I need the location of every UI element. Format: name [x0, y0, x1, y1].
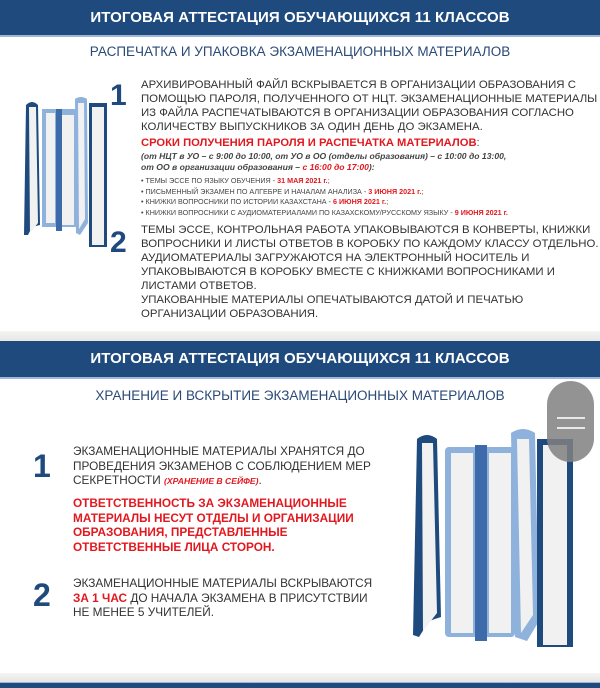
next-slide-banner-edge: [0, 682, 600, 688]
bullet-item: • КНИЖКИ ВОПРОСНИКИ С АУДИОМАТЕРИАЛАМИ ПО КАЗАХСКОМУ/РУССКОМУ ЯЗЫКУ - 9 ИЮНЯ 2021 г.: [141, 207, 508, 217]
slide2-banner: [0, 341, 600, 379]
deadline-heading-text: СРОКИ ПОЛУЧЕНИЯ ПАРОЛЯ И РАСПЕЧАТКА МАТЕРИАЛОВ: [141, 137, 477, 149]
books-icon: [413, 429, 573, 647]
slide1-subtitle: РАСПЕЧАТКА И УПАКОВКА ЭКЗАМЕНАЦИОННЫХ МАТЕРИАЛОВ: [89, 44, 511, 59]
slide1-step1-text: [141, 78, 597, 134]
schedule-line2: от ОО в организации образования – с 16:00 до 17:00):: [141, 162, 375, 172]
slide-separator: [0, 331, 600, 341]
slide2-banner-title: ИТОГОВАЯ АТТЕСТАЦИЯ ОБУЧАЮЩИХСЯ 11 КЛАССОВ: [90, 350, 510, 367]
warning-line: ОТВЕТСТВЕННЫЕ ЛИЦА СТОРОН.: [73, 539, 275, 554]
slide1-step2-number: 2: [110, 226, 127, 259]
slide2-step2-number: 2: [33, 577, 51, 613]
books-icon: [24, 97, 107, 247]
warning-line: МАТЕРИАЛЫ НЕСУТ ОТДЕЛЫ И ОРГАНИЗАЦИИ: [73, 510, 354, 525]
books-illustration: [20, 95, 110, 255]
step1-line: ЭКЗАМЕНАЦИОННЫЕ МАТЕРИАЛЫ ХРАНЯТСЯ ДО: [73, 444, 365, 458]
step1-line: СЕКРЕТНОСТИ (ХРАНЕНИЕ В СЕЙФЕ).: [73, 473, 262, 488]
step2-line: ЗА 1 ЧАС ДО НАЧАЛА ЭКЗАМЕНА В ПРИСУТСТВИИ: [73, 590, 368, 605]
slide1-banner: [0, 0, 600, 37]
step1-line: КОЛИЧЕСТВУ ВЫПУСКНИКОВ ЗА ОДИН ДЕНЬ ДО ЭКЗАМЕНА.: [141, 121, 483, 133]
responsibility-warning: [73, 496, 354, 554]
deadline-bullets: [141, 176, 508, 218]
step1-line: АРХИВИРОВАННЫЙ ФАЙЛ ВСКРЫВАЕТСЯ В ОРГАНИЗАЦИИ ОБРАЗОВАНИЯ С: [141, 79, 576, 91]
handle-grip-line: [557, 417, 585, 419]
slide1-step2-text: [141, 223, 599, 321]
step1-line: ИЗ ФАЙЛА РАСПЕЧАТЫВАЮТСЯ В ОРГАНИЗАЦИИ ОБРАЗОВАНИЯ СОГЛАСНО: [141, 107, 574, 119]
step2-line: ЛИСТАМИ ОТВЕТОВ.: [141, 280, 257, 292]
scroll-handle-icon[interactable]: [547, 381, 594, 462]
step2-line: НЕ МЕНЕЕ 5 УЧИТЕЛЕЙ.: [73, 605, 215, 620]
step2-line: УПАКОВАННЫЕ МАТЕРИАЛЫ ОПЕЧАТЫВАЮТСЯ ДАТОЙ И ПЕЧАТЬЮ: [141, 294, 524, 306]
step2-line: АУДИОМАТЕРИАЛЫ ЗАГРУЖАЮТСЯ НА ЭЛЕКТРОННЫЙ НОСИТЕЛЬ И: [141, 252, 530, 264]
bullet-item: • ПИСЬМЕННЫЙ ЭКЗАМЕН ПО АЛГЕБРЕ И НАЧАЛАМ АНАЛИЗА - 3 ИЮНЯ 2021 г.;: [141, 186, 424, 196]
schedule-line1: (от НЦТ в УО – с 9:00 до 10:00, от УО в ОО (отделы образования) – с 10:00 до 13:00,: [141, 151, 507, 161]
schedule-text: [141, 151, 506, 173]
step1-line: ПРОВЕДЕНИЯ ЭКЗАМЕНОВ С СОБЛЮДЕНИЕМ МЕР: [73, 458, 371, 473]
slide2-step1-number: 1: [33, 448, 51, 484]
step2-line: УПАКОВЫВАЮТСЯ В КОРОБКУ ВМЕСТЕ С КНИЖКАМИ ВОПРОСНИКАМИ И: [141, 266, 555, 278]
slide2-step1-text: [73, 444, 371, 488]
step2-line: ТЕМЫ ЭССЕ, КОНТРОЛЬНАЯ РАБОТА УПАКОВЫВАЮТСЯ В КОНВЕРТЫ, КНИЖКИ: [141, 224, 591, 236]
handle-grip-line: [557, 427, 585, 429]
step2-line: ВОПРОСНИКИ И ЛИСТЫ ОТВЕТОВ В КОРОБКУ ПО КАЖДОМУ КЛАССУ ОТДЕЛЬНО.: [141, 238, 599, 250]
warning-line: ОБРАЗОВАНИЯ, ПРЕДСТАВЛЕННЫЕ: [73, 525, 288, 540]
books-illustration: [405, 425, 575, 647]
slide2-subtitle: ХРАНЕНИЕ И ВСКРЫТИЕ ЭКЗАМЕНАЦИОННЫХ МАТЕРИАЛОВ: [95, 388, 505, 403]
step2-line: ОРГАНИЗАЦИИ ОБРАЗОВАНИЯ.: [141, 308, 319, 320]
slide2-step2-text: [73, 576, 372, 620]
slide1-step1-number: 1: [110, 79, 127, 112]
bullet-item: • КНИЖКИ ВОПРОСНИКИ ПО ИСТОРИИ КАЗАХСТАНА - 6 ИЮНЯ 2021 г.;: [141, 197, 389, 206]
bullet-item: • ТЕМЫ ЭССЕ ПО ЯЗЫКУ ОБУЧЕНИЯ - 31 МАЯ 2021 г.;: [141, 176, 330, 185]
deadline-heading: СРОКИ ПОЛУЧЕНИЯ ПАРОЛЯ И РАСПЕЧАТКА МАТЕРИАЛОВ:: [141, 137, 480, 149]
slide1-banner-title: ИТОГОВАЯ АТТЕСТАЦИЯ ОБУЧАЮЩИХСЯ 11 КЛАССОВ: [90, 9, 510, 26]
warning-line: ОТВЕТСТВЕННОСТЬ ЗА ЭКЗАМЕНАЦИОННЫЕ: [73, 496, 347, 510]
slide-separator: [0, 673, 600, 682]
step2-line: ЭКЗАМЕНАЦИОННЫЕ МАТЕРИАЛЫ ВСКРЫВАЮТСЯ: [73, 576, 373, 590]
step1-line: ПОМОЩЬЮ ПАРОЛЯ, ПОЛУЧЕННОГО ОТ НЦТ. ЭКЗАМЕНАЦИОННЫЕ МАТЕРИАЛЫ: [141, 93, 598, 105]
